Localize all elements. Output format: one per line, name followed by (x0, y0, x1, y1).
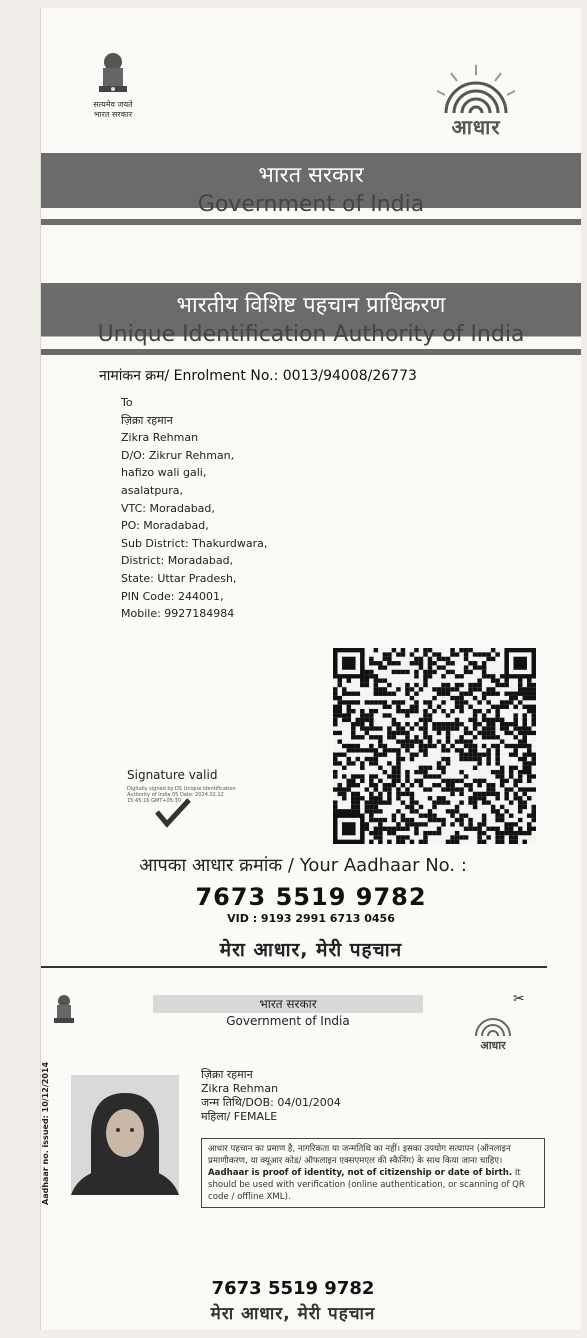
aadhaar-letter (40, 8, 581, 1330)
notice-english (208, 1167, 538, 1203)
checkmark-icon (153, 798, 193, 832)
national-emblem (83, 50, 143, 120)
enrolment-number (99, 366, 417, 385)
card-emblem-icon (51, 993, 77, 1033)
card-gov-hindi: भारत सरकार (259, 997, 317, 1011)
emblem-caption: भारत सरकार (93, 110, 133, 119)
your-aadhaar-label: आपका आधार क्रमांक / Your Aadhaar No. : (139, 855, 467, 876)
notice-english-bold: Aadhaar is proof of identity, not of citizenship or date of birth. (208, 1168, 513, 1178)
cut-line (41, 966, 547, 968)
card-gov-english: Government of India (153, 1013, 423, 1029)
address-line: State: Uttar Pradesh, (121, 571, 237, 585)
uidai-banner-hindi: भारतीय विशिष्ट पहचान प्राधिकरण (176, 293, 446, 318)
holder-name-english: Zikra Rehman (201, 1082, 279, 1095)
notice-english-rest: It should be used with verification (online authentication, or scanning of QR code / offline XML). (208, 1168, 525, 1202)
card-tagline: मेरा आधार, मेरी पहचान (210, 1304, 376, 1324)
address-line: To (121, 396, 133, 409)
emblem-icon (93, 50, 133, 100)
holder-name-hindi: ज़िक्रा रहमान (201, 1068, 253, 1081)
tagline: मेरा आधार, मेरी पहचान (219, 939, 403, 961)
address-line: hafizo wali gali, (121, 466, 207, 480)
card-aadhaar-number: 7673 5519 9782 (211, 1278, 375, 1299)
uidai-banner-english: Unique Identification Authority of India (41, 321, 581, 349)
signature-valid-label: Signature valid (127, 768, 218, 782)
scissors-icon: ✂ (513, 991, 525, 1007)
card-aadhaar-logo-text: आधार (480, 1039, 506, 1052)
enrolment-label: नामांकन क्रम/ Enrolment No.: (99, 368, 279, 384)
qr-code-icon (333, 648, 536, 844)
notice-hindi: आधार पहचान का प्रमाण है, नागरिकता या जन्मतिथि का नहीं। इसका उपयोग सत्यापन (ऑनलाइन प्रमाणीकरण, या क्यूआर कोड/ ऑफलाइन एक्सएमएल की स्कैनिंग) के साथ किया जाना चाहिए। (208, 1144, 511, 1166)
address-line: PO: Moradabad, (121, 519, 209, 533)
signature-details: Digitally signed by DS Unique Identification Authority of India 05 Date: 2024.02.12 15:45:16 GMT+05:30 (127, 786, 236, 804)
fingerprint-sun-icon (431, 63, 521, 115)
address-line: Mobile: 9927184984 (121, 607, 235, 621)
address-line: ज़िक्रा रहमान (121, 413, 173, 427)
holder-details (201, 1068, 341, 1124)
gov-banner (41, 153, 581, 225)
holder-gender: महिला/ FEMALE (201, 1110, 278, 1123)
address-line: asalatpura, (121, 483, 184, 497)
card-gov-header (153, 995, 423, 1029)
proof-notice (201, 1138, 545, 1208)
qr-code (333, 648, 536, 844)
aadhaar-logo-text: आधार (451, 115, 501, 139)
holder-photo (71, 1075, 179, 1195)
aadhaar-logo (416, 63, 536, 140)
address-line: District: Moradabad, (121, 554, 234, 568)
gov-banner-hindi: भारत सरकार (258, 163, 364, 188)
enrolment-value: 0013/94008/26773 (282, 368, 417, 384)
address-line: D/O: Zikrur Rehman, (121, 448, 235, 462)
address-block (121, 394, 267, 623)
address-line: VTC: Moradabad, (121, 501, 215, 515)
address-line: Zikra Rehman (121, 431, 199, 445)
address-line: Sub District: Thakurdwara, (121, 536, 268, 550)
issued-date-vertical: Aadhaar no. issued: 10/12/2014 (41, 1061, 50, 1205)
emblem-motto: सत्यमेव जयते (93, 100, 133, 109)
aadhaar-card (41, 983, 543, 1324)
aadhaar-number: 7673 5519 9782 (195, 883, 427, 911)
card-aadhaar-logo (468, 1011, 518, 1053)
vid-number: VID : 9193 2991 6713 0456 (227, 912, 395, 925)
card-fingerprint-icon (468, 1011, 518, 1037)
address-line: PIN Code: 244001, (121, 589, 224, 603)
holder-dob: जन्म तिथि/DOB: 04/01/2004 (201, 1096, 341, 1109)
uidai-banner (41, 283, 581, 355)
gov-banner-english: Government of India (41, 191, 581, 219)
